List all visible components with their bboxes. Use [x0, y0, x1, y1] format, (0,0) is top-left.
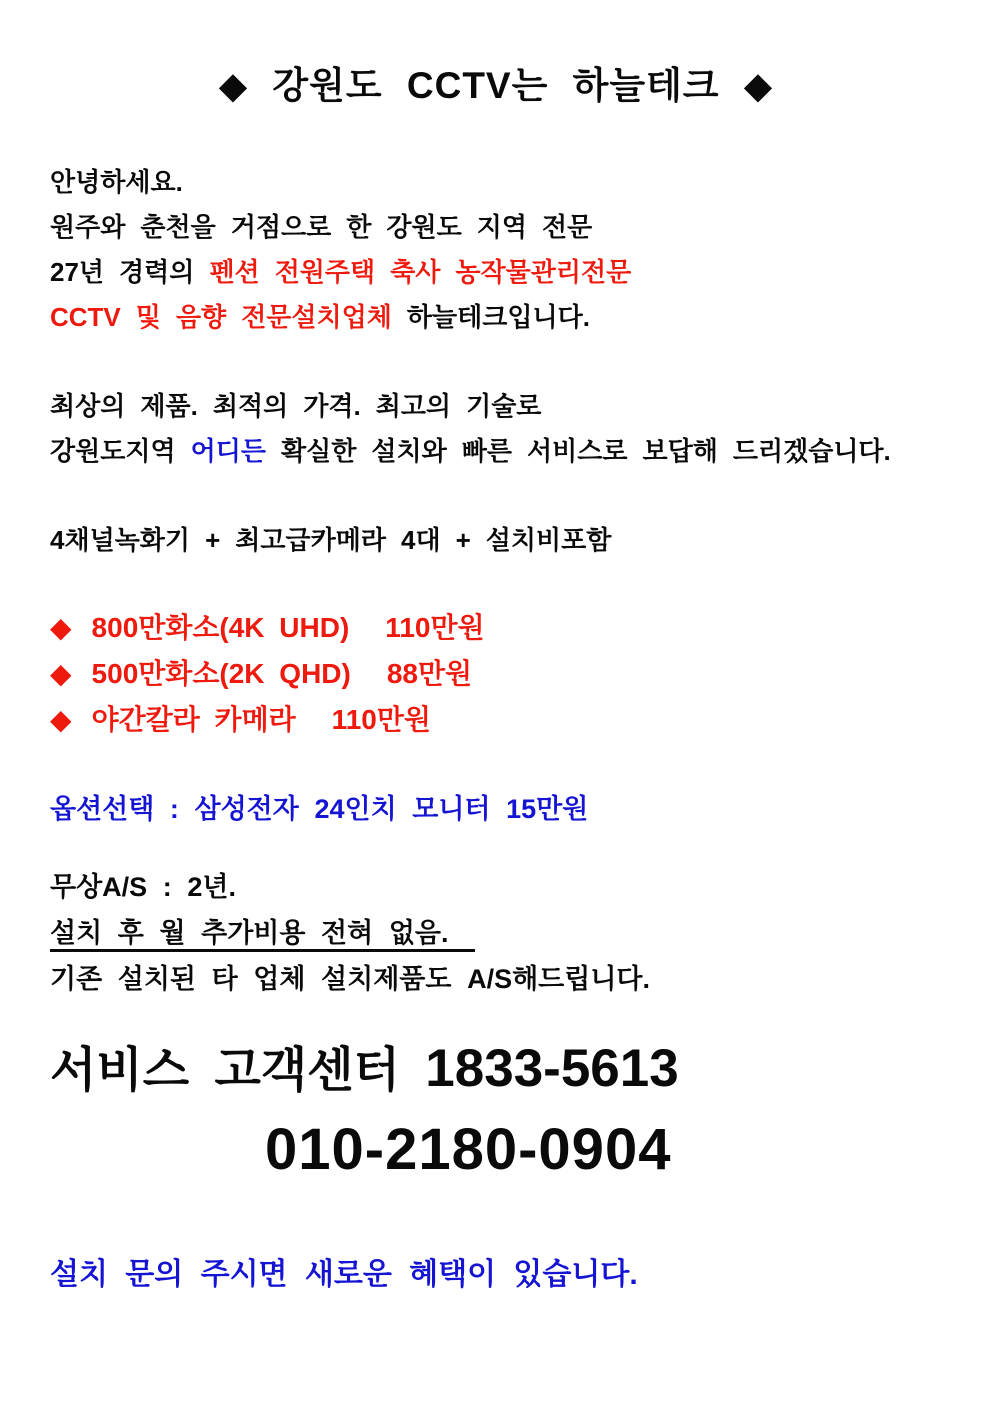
intro-line4-red-highlight: CCTV 및 음향 전문설치업체 — [50, 302, 392, 332]
warranty-line-no-monthly-fee — [50, 910, 942, 956]
flyer-content — [0, 64, 992, 1296]
pitch-line2-blue-highlight: 어디든 — [190, 436, 266, 466]
price-label: 500만화소(2K QHD) — [91, 658, 351, 689]
pitch-line2-post: 확실한 설치와 빠른 서비스로 보답해 드리겠습니다. — [265, 436, 891, 466]
price-row-4k — [50, 605, 942, 651]
contact-line-main — [50, 1038, 942, 1102]
package-line: 4채널녹화기 + 최고급카메라 4대 + 설치비포함 — [50, 525, 612, 555]
pitch-line-service — [50, 429, 942, 474]
contact-label: 서비스 고객센터 — [50, 1044, 400, 1097]
intro-line-greeting: 안녕하세요. — [50, 167, 183, 197]
price-row-2k — [50, 651, 942, 697]
intro-line3-red-highlight: 펜션 전원주택 축사 농작물관리전문 — [209, 257, 632, 287]
price-value: 110만원 — [385, 612, 485, 643]
intro-line-region: 원주와 춘천을 거점으로 한 강원도 지역 전문 — [50, 212, 593, 242]
package-paragraph — [50, 518, 942, 563]
page-title: ◆ 강원도 CCTV는 하늘테크 ◆ — [218, 65, 774, 106]
underlined-text: 설치 후 월 추가비용 전혀 없음. — [50, 918, 475, 952]
price-label: 야간칼라 카메라 — [91, 704, 296, 735]
intro-line3-black: 27년 경력의 — [50, 257, 210, 287]
intro-line-company — [50, 295, 942, 340]
warranty-paragraph — [50, 864, 942, 1002]
contact-phone-primary: 1833-5613 — [425, 1039, 679, 1098]
warranty-line-other-products: 기존 설치된 타 업체 설치제품도 A/S해드립니다. — [50, 964, 650, 994]
pitch-line-quality: 최상의 제품. 최적의 가격. 최고의 기술로 — [50, 391, 542, 421]
price-value: 88만원 — [386, 658, 473, 689]
diamond-bullet-icon: ◆ — [50, 658, 72, 689]
warranty-line-free-as: 무상A/S : 2년. — [50, 872, 236, 902]
price-list — [50, 605, 942, 743]
pitch-line2-pre: 강원도지역 — [50, 436, 191, 466]
intro-paragraph — [50, 160, 942, 340]
intro-line4-black: 하늘테크입니다. — [391, 302, 590, 332]
diamond-bullet-icon: ◆ — [50, 612, 72, 643]
pitch-paragraph — [50, 384, 942, 474]
price-label: 800만화소(4K UHD) — [91, 612, 350, 643]
footer-benefit-line: 설치 문의 주시면 새로운 혜택이 있습니다. — [50, 1258, 638, 1291]
price-row-night-color — [50, 697, 942, 743]
footer-paragraph — [50, 1254, 942, 1296]
price-value: 110만원 — [331, 704, 431, 735]
option-line: 옵션선택 : 삼성전자 24인치 모니터 15만원 — [50, 794, 589, 824]
diamond-bullet-icon: ◆ — [50, 704, 72, 735]
intro-line-experience — [50, 250, 942, 295]
option-paragraph — [50, 787, 942, 832]
contact-section — [50, 1038, 942, 1184]
contact-phone-mobile: 010-2180-0904 — [265, 1117, 672, 1182]
